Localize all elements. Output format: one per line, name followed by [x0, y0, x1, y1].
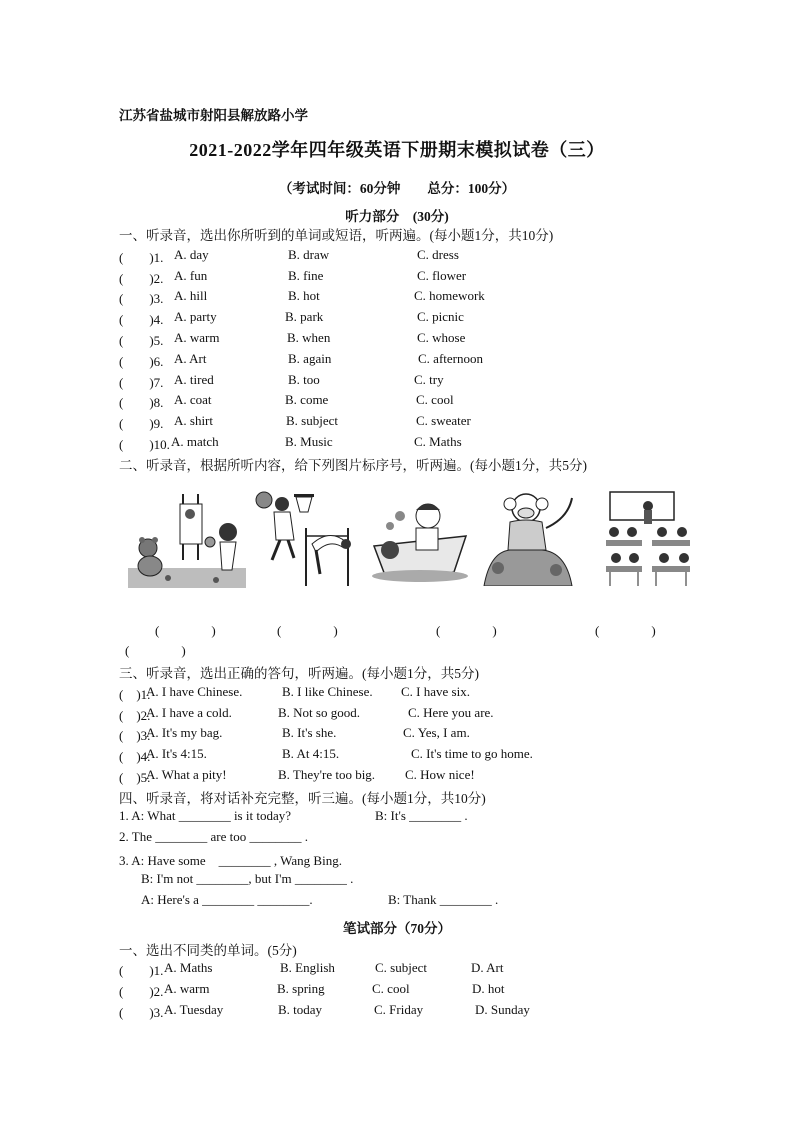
question-number: ( )1. [119, 963, 164, 978]
option-a: A. It's 4:15. [146, 746, 207, 761]
option-a: A. warm [164, 981, 210, 996]
option-b: B. fine [288, 268, 324, 283]
answer-bracket[interactable]: ( ) [155, 623, 216, 638]
option-b: B. subject [286, 413, 338, 428]
question-number: ( )3. [119, 728, 151, 743]
option-b: B. They're too big. [278, 767, 376, 782]
boat-picture [370, 496, 470, 582]
question-number: ( )9. [119, 416, 164, 431]
dialogue-line-5b: B: Thank ________ . [388, 892, 499, 907]
option-c: C. afternoon [418, 351, 483, 366]
option-c: C. picnic [417, 309, 464, 324]
question-number: ( )5. [119, 770, 151, 785]
question-number: ( )10. [119, 437, 170, 452]
section-3-heading: 三、听录音，选出正确的答句，听两遍。(每小题1分，共5分) [119, 666, 479, 681]
section-1-heading: 一、听录音，选出你所听到的单词或短语，听两遍。(每小题1分，共10分) [119, 228, 554, 243]
option-b: B. too [288, 372, 320, 387]
option-b: B. At 4:15. [282, 746, 340, 761]
dialogue-line-4: B: I'm not ________, but I'm ________ . [141, 871, 354, 886]
question-number: ( )3. [119, 291, 164, 306]
section-2-heading: 二、听录音，根据所听内容，给下列图片标序号，听两遍。(每小题1分，共5分) [119, 458, 587, 473]
option-a: A. tired [174, 372, 214, 387]
question-number: ( )2. [119, 984, 164, 999]
option-b: B. draw [288, 247, 330, 262]
option-b: B. again [288, 351, 332, 366]
question-number: ( )2. [119, 271, 164, 286]
option-c: C. Friday [374, 1002, 424, 1017]
question-number: ( )8. [119, 395, 164, 410]
option-a: A. Tuesday [164, 1002, 224, 1017]
option-b: B. today [278, 1002, 323, 1017]
option-a: A. match [171, 434, 219, 449]
option-c: C. Maths [414, 434, 462, 449]
option-c: C. cool [416, 392, 454, 407]
answer-bracket[interactable]: ( ) [125, 643, 186, 658]
option-b: B. I like Chinese. [282, 684, 373, 699]
section-4-heading: 四、听录音，将对话补充完整，听三遍。(每小题1分，共10分) [119, 791, 486, 806]
option-d: D. Sunday [475, 1002, 530, 1017]
option-a: A. What a pity! [146, 767, 227, 782]
option-c: C. whose [417, 330, 466, 345]
answer-bracket[interactable]: ( ) [595, 623, 656, 638]
option-b: B. English [280, 960, 335, 975]
option-b: B. come [285, 392, 329, 407]
listening-part-title: 听力部分 (30分) [345, 209, 449, 224]
writing-part-title: 笔试部分（70分） [343, 921, 451, 936]
question-number: ( )5. [119, 333, 164, 348]
option-b: B. It's she. [282, 725, 337, 740]
option-a: A. It's my bag. [146, 725, 223, 740]
option-b: B. Not so good. [278, 705, 360, 720]
option-b: B. park [285, 309, 324, 324]
option-c: C. How nice! [405, 767, 475, 782]
option-d: D. Art [471, 960, 504, 975]
question-number: ( )7. [119, 375, 164, 390]
school-name: 江苏省盐城市射阳县解放路小学 [119, 108, 308, 123]
option-a: A. party [174, 309, 217, 324]
option-c: C. I have six. [401, 684, 470, 699]
option-c: C. sweater [416, 413, 471, 428]
option-b: B. when [287, 330, 331, 345]
option-a: A. I have Chinese. [146, 684, 243, 699]
option-c: C. try [414, 372, 444, 387]
question-number: ( )3. [119, 1005, 164, 1020]
bear-painting-picture [128, 490, 246, 588]
option-c: C. subject [375, 960, 427, 975]
option-c: C. dress [417, 247, 459, 262]
option-c: C. Here you are. [408, 705, 494, 720]
answer-bracket[interactable]: ( ) [436, 623, 497, 638]
option-a: A. coat [174, 392, 212, 407]
question-number: ( )6. [119, 354, 164, 369]
writing-section-1-heading: 一、选出不同类的单词。(5分) [119, 943, 297, 958]
question-number: ( )1. [119, 687, 151, 702]
option-c: C. flower [417, 268, 467, 283]
option-a: A. Art [174, 351, 207, 366]
option-b: B. hot [288, 288, 320, 303]
dialogue-line-1a: 1. A: What ________ is it today? [119, 808, 291, 823]
answer-bracket[interactable]: ( ) [277, 623, 338, 638]
option-b: B. Music [285, 434, 333, 449]
question-number: ( )2. [119, 708, 151, 723]
exam-subtitle: （考试时间：60分钟 总分：100分） [278, 181, 516, 196]
option-a: A. Maths [164, 960, 213, 975]
option-b: B. spring [277, 981, 325, 996]
dialogue-line-1b: B: It's ________ . [375, 808, 468, 823]
dialogue-line-2: 2. The ________ are too ________ . [119, 829, 308, 844]
question-number: ( )4. [119, 749, 151, 764]
option-a: A. day [174, 247, 209, 262]
question-number: ( )4. [119, 312, 164, 327]
question-number: ( )1. [119, 250, 164, 265]
option-c: C. homework [414, 288, 485, 303]
option-c: C. It's time to go home. [411, 746, 533, 761]
option-a: A. shirt [174, 413, 213, 428]
dialogue-line-3: 3. A: Have some ________ , Wang Bing. [119, 853, 342, 868]
dialogue-line-5a: A: Here's a ________ ________. [141, 892, 313, 907]
classroom-picture [602, 488, 694, 588]
sports-picture [250, 488, 356, 588]
option-a: A. hill [174, 288, 208, 303]
option-c: C. cool [372, 981, 410, 996]
option-a: A. warm [174, 330, 220, 345]
monkey-picture [480, 488, 578, 586]
exam-title: 2021-2022学年四年级英语下册期末模拟试卷（三） [189, 140, 605, 160]
option-d: D. hot [472, 981, 505, 996]
option-c: C. Yes, I am. [403, 725, 470, 740]
option-a: A. I have a cold. [146, 705, 232, 720]
option-a: A. fun [174, 268, 208, 283]
